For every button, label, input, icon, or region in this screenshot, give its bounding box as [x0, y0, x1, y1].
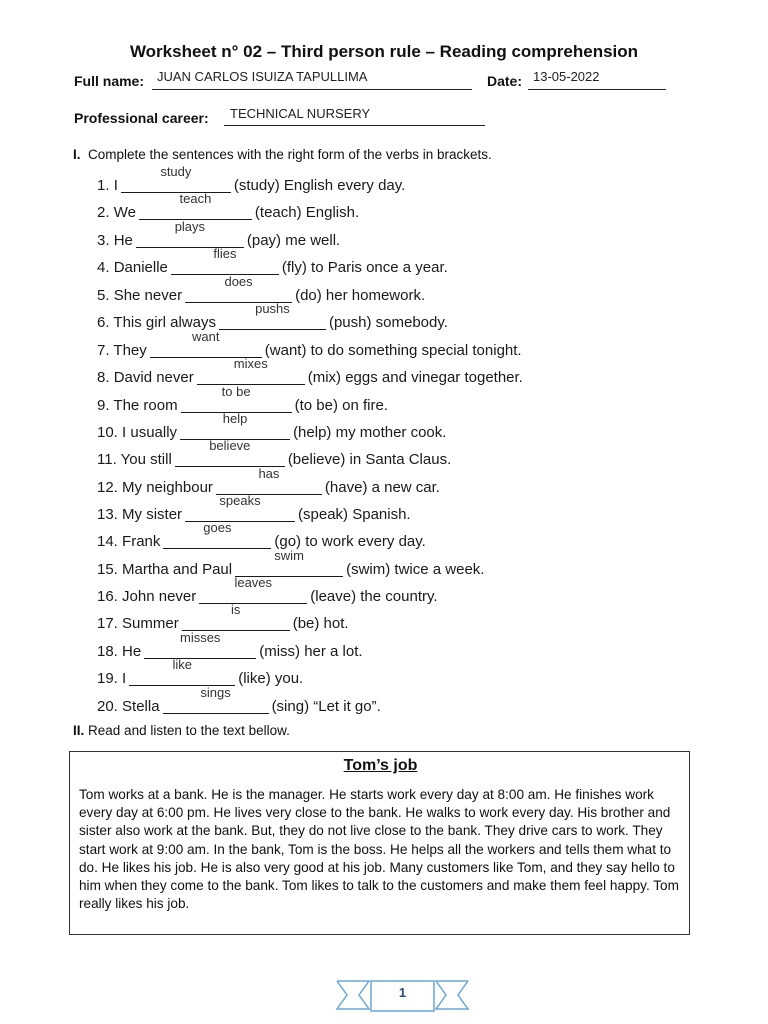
exercise-prefix: Frank	[122, 533, 161, 550]
exercise-number: 1.	[97, 177, 110, 194]
reading-title: Tom’s job	[343, 757, 418, 774]
answer-text: help	[222, 411, 248, 426]
answer-text: leaves	[234, 575, 273, 590]
career-value: TECHNICAL NURSERY	[230, 106, 371, 121]
reading-text: Tom works at a bank. He is the manager. He starts work every day at 8:00 am. He finishes work every day at 6:00 pm. He lives very close to the bank. He walks to work every day. His brother and sister also work at the bank. But, they do not live close to the bank. They drive cars to work. They start work at 9:00 am. In the bank, Tom is the boss. He helps all the workers and tells them what to do. He likes his job. He is also very good at his job. Many customers like Tom, and they say hello to him when they come to the bank. Tom likes to talk to the customers and make them feel happy. Tom really likes his job.	[79, 787, 679, 912]
answer-text: plays	[174, 219, 206, 234]
full-name-line	[152, 89, 472, 90]
page-number-badge	[335, 975, 470, 1015]
exercise-prefix: David never	[113, 369, 194, 386]
exercise-prefix: You still	[120, 451, 172, 468]
exercise-suffix: (teach) English.	[254, 204, 360, 221]
exercise-suffix: (go) to work every day.	[274, 533, 426, 550]
exercise-prefix: We	[113, 204, 136, 221]
answer-blank[interactable]	[182, 602, 290, 631]
answer-text: believe	[209, 438, 251, 453]
exercise-number: 9.	[97, 397, 110, 414]
exercise-number: 14.	[97, 533, 118, 550]
exercise-number: 2.	[97, 204, 110, 221]
date-line	[528, 89, 666, 90]
career-label: Professional career:	[74, 110, 209, 126]
section-1-instruction-text: Complete the sentences with the right form of the verbs in brackets.	[88, 147, 492, 162]
exercise-number: 4.	[97, 259, 110, 276]
exercise-suffix: (miss) her a lot.	[259, 643, 363, 660]
answer-text: is	[231, 602, 241, 617]
exercise-number: 17.	[97, 615, 118, 632]
exercise-suffix: (leave) the country.	[310, 588, 438, 605]
section-2-number: II.	[73, 723, 85, 738]
section-2-instruction-text: Read and listen to the text bellow.	[88, 723, 290, 738]
section-1-instruction	[73, 147, 492, 162]
exercise-suffix: (sing) “Let it go”.	[271, 698, 381, 715]
exercise-prefix: He	[122, 643, 142, 660]
answer-text: flies	[213, 246, 237, 261]
answer-text: like	[172, 657, 192, 672]
exercise-number: 10.	[97, 424, 118, 441]
exercise-prefix: Danielle	[113, 259, 168, 276]
full-name-label: Full name:	[74, 73, 145, 89]
exercise-prefix: Summer	[122, 615, 179, 632]
exercise-prefix: She never	[113, 287, 183, 304]
exercise-suffix: (push) somebody.	[328, 314, 448, 331]
exercise-prefix: This girl always	[113, 314, 216, 331]
career-line	[224, 125, 485, 126]
exercise-suffix: (believe) in Santa Claus.	[287, 451, 452, 468]
answer-blank[interactable]	[175, 438, 285, 467]
exercise-item	[97, 685, 381, 717]
section-1-number: I.	[73, 147, 81, 162]
exercise-number: 19.	[97, 670, 118, 687]
exercise-suffix: (mix) eggs and vinegar together.	[307, 369, 523, 386]
exercise-suffix: (swim) twice a week.	[346, 561, 485, 578]
date-label: Date:	[487, 73, 523, 89]
exercise-number: 13.	[97, 506, 118, 523]
exercise-prefix: John never	[122, 588, 197, 605]
reading-box	[69, 751, 690, 935]
answer-text: to be	[221, 384, 251, 399]
exercise-number: 12.	[97, 479, 118, 496]
answer-text: misses	[179, 630, 221, 645]
exercise-item	[97, 356, 523, 388]
exercise-number: 11.	[97, 451, 117, 468]
answer-blank[interactable]	[197, 356, 305, 385]
exercise-suffix: (pay) me well.	[246, 232, 341, 249]
section-2-instruction	[73, 723, 290, 738]
worksheet-title: Worksheet n° 02 – Third person rule – Reading comprehension	[129, 42, 639, 61]
answer-text: speaks	[219, 493, 261, 508]
exercise-prefix: He	[113, 232, 133, 249]
exercise-suffix: (study) English every day.	[233, 177, 406, 194]
exercise-suffix: (fly) to Paris once a year.	[281, 259, 448, 276]
exercise-item	[97, 329, 522, 361]
exercise-number: 16.	[97, 588, 118, 605]
exercise-prefix: The room	[113, 397, 178, 414]
answer-text: sings	[200, 685, 231, 700]
answer-blank[interactable]	[163, 685, 269, 714]
answer-blank[interactable]	[163, 520, 271, 549]
answer-blank[interactable]	[129, 657, 235, 686]
exercise-prefix: Stella	[122, 698, 160, 715]
exercise-prefix: My neighbour	[122, 479, 213, 496]
exercise-number: 18.	[97, 643, 118, 660]
answer-text: mixes	[233, 356, 268, 371]
answer-blank[interactable]	[171, 246, 279, 275]
answer-text: teach	[179, 191, 212, 206]
answer-blank[interactable]	[219, 301, 326, 330]
exercise-prefix: I	[122, 670, 127, 687]
exercise-number: 8.	[97, 369, 110, 386]
answer-blank[interactable]	[139, 191, 252, 220]
full-name-value: JUAN CARLOS ISUIZA TAPULLIMA	[157, 69, 368, 84]
exercise-suffix: (have) a new car.	[324, 479, 440, 496]
exercise-number: 7.	[97, 342, 110, 359]
exercise-number: 6.	[97, 314, 110, 331]
exercise-prefix: Martha and Paul	[122, 561, 233, 578]
answer-text: has	[258, 466, 280, 481]
answer-text: pushs	[255, 301, 290, 316]
exercise-prefix: I	[113, 177, 118, 194]
answer-text: goes	[203, 520, 232, 535]
answer-text: swim	[274, 548, 304, 563]
answer-text: study	[160, 164, 192, 179]
answer-text: does	[224, 274, 253, 289]
exercise-suffix: (want) to do something special tonight.	[264, 342, 522, 359]
exercise-number: 15.	[97, 561, 118, 578]
exercise-suffix: (speak) Spanish.	[298, 506, 411, 523]
exercise-prefix: My sister	[122, 506, 183, 523]
page-number: 1	[398, 985, 407, 1000]
date-value: 13-05-2022	[533, 69, 600, 84]
exercise-suffix: (to be) on fire.	[294, 397, 389, 414]
exercise-number: 3.	[97, 232, 110, 249]
exercise-prefix: They	[113, 342, 147, 359]
exercise-suffix: (like) you.	[238, 670, 304, 687]
exercise-suffix: (be) hot.	[292, 615, 349, 632]
exercise-suffix: (help) my mother cook.	[293, 424, 447, 441]
exercise-suffix: (do) her homework.	[295, 287, 426, 304]
exercise-number: 5.	[97, 287, 110, 304]
exercise-prefix: I usually	[122, 424, 178, 441]
answer-text: want	[192, 329, 220, 344]
exercise-number: 20.	[97, 698, 118, 715]
